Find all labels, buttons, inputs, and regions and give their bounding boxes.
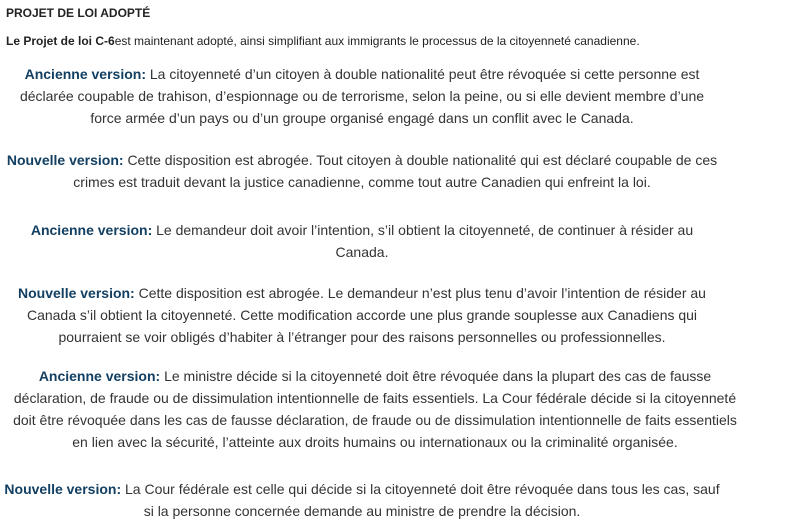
change-block-3-new — [4, 478, 720, 522]
change-block-2-old — [4, 219, 720, 263]
version-label: Nouvelle version: — [6, 152, 124, 168]
version-label: Nouvelle version: — [4, 481, 122, 497]
version-text: La citoyenneté d’un citoyen à double nationalité peut être révoquée si cette personne est déclarée coupable de trahison, d’espionnage ou de terrorisme, selon la peine, ou si elle devient membre d’une force armée d’un pays ou d’un groupe organisé engagé dans un conflit avec le Canada. — [19, 66, 705, 126]
page-title: PROJET DE LOI ADOPTÉ — [6, 6, 151, 20]
intro-text: est maintenant adopté, ainsi simplifiant aux immigrants le processus de la citoyenneté canadienne. — [114, 34, 640, 48]
version-label: Ancienne version: — [30, 222, 153, 238]
intro-paragraph — [6, 34, 640, 48]
change-block-3-old — [10, 365, 740, 453]
version-label: Ancienne version: — [24, 66, 146, 82]
version-text: Cette disposition est abrogée. Tout citoyen à double nationalité qui est déclaré coupable de ces crimes est traduit devant la justice canadienne, comme tout autre Canadien qui enfreint la loi. — [73, 152, 718, 190]
change-block-1-old — [4, 63, 720, 129]
version-label: Ancienne version: — [38, 368, 161, 384]
version-text: Cette disposition est abrogée. Le demandeur n’est plus tenu d’avoir l’intention de résider au Canada s’il obtient la citoyenneté. Cette modification accorde une plus grande souplesse aux Canadiens qui pourraient se voir obligés d’habiter à l’étranger pour des raisons personnelles ou professionnelles. — [26, 285, 706, 345]
intro-bill-name: Le Projet de loi C-6 — [6, 34, 115, 48]
version-label: Nouvelle version: — [18, 285, 135, 301]
version-text: La Cour fédérale est celle qui décide si la citoyenneté doit être révoquée dans tous les cas, sauf si la personne concernée demande au ministre de prendre la décision. — [125, 481, 720, 519]
version-text: Le ministre décide si la citoyenneté doit être révoquée dans la plupart des cas de fausse déclaration, de fraude ou de dissimulation intentionnelle de faits essentiels. La Cour fédérale décide si la citoyenneté doit être révoquée dans les cas de fausse déclaration, de fraude ou de dissimulation intentionnelle de faits essentiels en lien avec la sécurité, l’atteinte aux droits humains ou internationaux ou la criminalité organisée. — [13, 368, 737, 450]
change-block-2-new — [4, 282, 720, 348]
change-block-1-new — [4, 149, 720, 193]
version-text: Le demandeur doit avoir l’intention, s’il obtient la citoyenneté, de continuer à résider au Canada. — [156, 222, 694, 260]
